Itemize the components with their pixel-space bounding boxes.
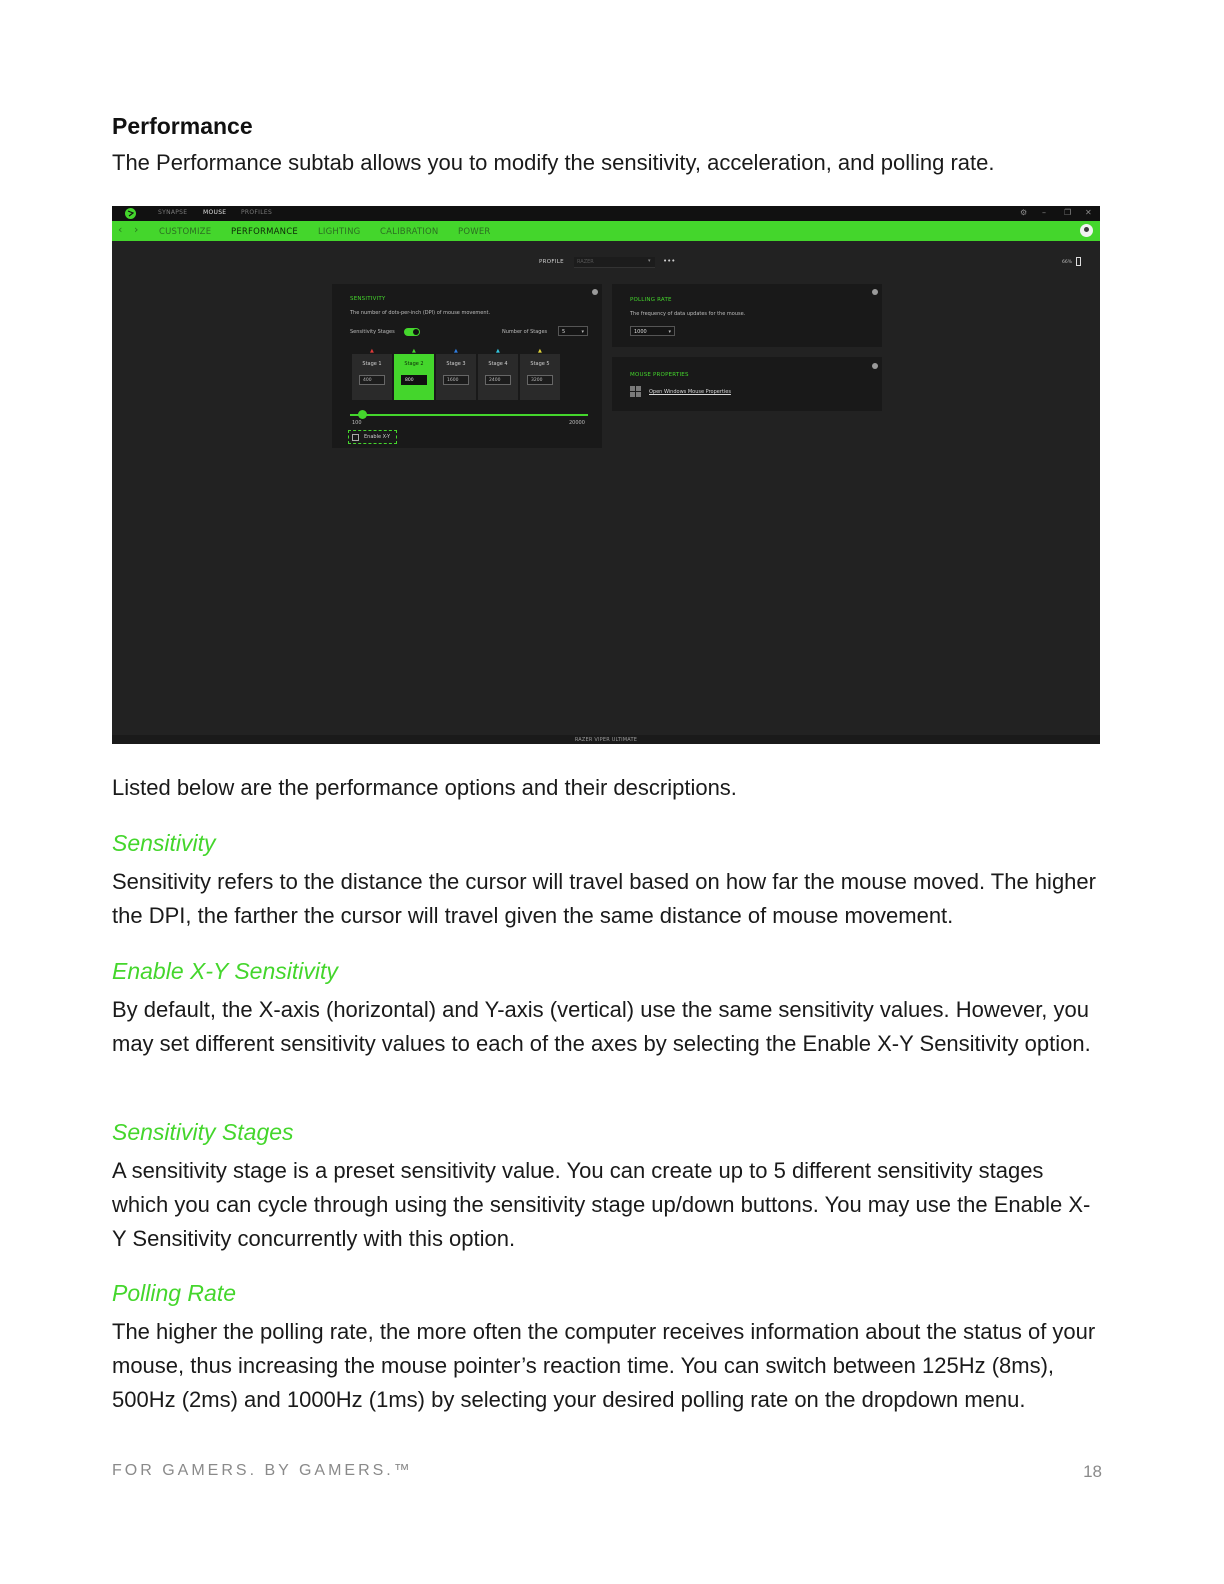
section-title: Performance [112, 113, 253, 139]
stage-label: Stage 2 [404, 361, 424, 367]
sensitivity-stages-toggle[interactable] [404, 328, 420, 336]
stage-label: Stage 5 [530, 361, 550, 367]
stage-5-marker-icon: ▲ [538, 348, 542, 354]
chevron-down-icon: ▾ [648, 258, 651, 264]
stage-label: Stage 4 [488, 361, 508, 367]
polling-rate-title: POLLING RATE [630, 297, 672, 303]
number-of-stages-value: 5 [562, 329, 566, 335]
subtab-bar [112, 221, 1100, 241]
stage-value-input[interactable]: 3200 [527, 375, 553, 385]
open-mouse-properties-link[interactable]: Open Windows Mouse Properties [649, 389, 731, 395]
windows-icon [630, 386, 642, 398]
polling-rate-body: The higher the polling rate, the more often the computer receives information about the status of your mouse, thus increasing the mouse pointer’s reaction time. You can switch between 125Hz (8ms), 500Hz (2ms) and 1000Hz (1ms) by selecting your desired polling rate on the dropdown menu. [112, 1319, 1096, 1412]
nav-mouse[interactable]: MOUSE [203, 209, 227, 216]
enable-xy-body: By default, the X-axis (horizontal) and Y-axis (vertical) use the same sensitivity values. However, you may set different sensitivity values to each of the axes by selecting the Enable X-Y Sensitivity option. [112, 997, 1091, 1056]
page-number: 18 [1083, 1462, 1102, 1481]
polling-rate-select[interactable] [630, 326, 675, 336]
polling-rate-card [612, 284, 882, 347]
nav-synapse[interactable]: SYNAPSE [158, 209, 188, 216]
mouse-properties-title: MOUSE PROPERTIES [630, 372, 689, 378]
device-footer [112, 735, 1100, 744]
settings-icon[interactable]: ⚙ [1020, 208, 1028, 217]
checkbox-icon[interactable] [352, 434, 359, 441]
sensitivity-slider-handle[interactable] [358, 410, 367, 419]
sensitivity-stages-heading: Sensitivity Stages [112, 1119, 294, 1145]
sensitivity-stages-label: Sensitivity Stages [350, 329, 395, 335]
stage-value-input[interactable]: 2400 [485, 375, 511, 385]
close-icon[interactable]: ✕ [1085, 208, 1092, 217]
polling-rate-desc: The frequency of data updates for the mouse. [630, 311, 746, 317]
sensitivity-title: SENSITIVITY [350, 296, 386, 302]
mouse-properties-card [612, 357, 882, 411]
info-icon[interactable] [872, 363, 878, 369]
sensitivity-body: Sensitivity refers to the distance the cursor will travel based on how far the mouse moved. The higher the DPI, the farther the cursor will travel given the same distance of mouse movement. [112, 869, 1096, 928]
tab-customize[interactable]: CUSTOMIZE [159, 227, 212, 237]
sensitivity-desc: The number of dots-per-inch (DPI) of mouse movement. [350, 310, 491, 316]
tab-power[interactable]: POWER [458, 227, 491, 237]
stage-4-marker-icon: ▲ [496, 348, 500, 354]
stage-label: Stage 1 [362, 361, 382, 367]
more-options-button[interactable]: ••• [663, 257, 676, 265]
slider-max-label: 20000 [569, 420, 585, 426]
stage-1-marker-icon: ▲ [370, 348, 374, 354]
stage-value-input[interactable]: 1600 [443, 375, 469, 385]
slider-min-label: 100 [352, 420, 362, 426]
footer-tagline: FOR GAMERS. BY GAMERS.™ [112, 1462, 413, 1479]
stage-value-input[interactable]: 400 [359, 375, 385, 385]
chevron-down-icon: ▾ [668, 329, 671, 335]
maximize-icon[interactable]: ❐ [1064, 208, 1072, 217]
device-name: RAZER VIPER ULTIMATE [574, 737, 638, 743]
stage-label: Stage 3 [446, 361, 466, 367]
chevron-down-icon: ▾ [581, 329, 584, 335]
tab-performance[interactable]: PERFORMANCE [231, 227, 298, 237]
profile-select[interactable]: RAZER [574, 257, 655, 268]
tab-lighting[interactable]: LIGHTING [318, 227, 361, 237]
forward-arrow-icon[interactable]: › [134, 223, 139, 236]
sensitivity-stages-body: A sensitivity stage is a preset sensitivity value. You can create up to 5 different sensitivity stages which you can cycle through using the sensitivity stage up/down buttons. You may use the Enable X-Y Sensitivity concurrently with this option. [112, 1158, 1091, 1251]
stage-5[interactable] [520, 354, 560, 400]
synapse-screenshot [112, 206, 1100, 744]
stage-1[interactable] [352, 354, 392, 400]
stage-4[interactable] [478, 354, 518, 400]
back-arrow-icon[interactable]: ‹ [118, 223, 123, 236]
sensitivity-heading: Sensitivity [112, 830, 216, 856]
stage-value-input[interactable]: 800 [401, 375, 427, 385]
polling-rate-value: 1000 [634, 329, 647, 335]
user-avatar-icon[interactable] [1080, 224, 1093, 237]
sensitivity-slider-track[interactable] [350, 414, 588, 416]
polling-rate-heading: Polling Rate [112, 1280, 237, 1306]
tab-calibration[interactable]: CALIBRATION [380, 227, 439, 237]
profile-label: PROFILE [539, 259, 564, 265]
minimize-icon[interactable]: – [1042, 208, 1046, 217]
title-bar [112, 206, 1100, 221]
enable-xy-checkbox[interactable] [348, 430, 397, 444]
enable-xy-heading: Enable X-Y Sensitivity [112, 958, 338, 984]
info-icon[interactable] [872, 289, 878, 295]
stage-2-marker-icon: ▲ [412, 348, 416, 354]
info-icon[interactable] [592, 289, 598, 295]
battery-level: 66% [1062, 260, 1073, 265]
stage-3[interactable] [436, 354, 476, 400]
stage-3-marker-icon: ▲ [454, 348, 458, 354]
battery-icon [1076, 257, 1081, 266]
number-of-stages-label: Number of Stages [502, 329, 548, 335]
nav-profiles[interactable]: PROFILES [241, 209, 273, 216]
enable-xy-label: Enable X-Y [364, 434, 391, 440]
razer-logo-icon [125, 208, 136, 219]
number-of-stages-select[interactable] [558, 326, 588, 336]
stage-2[interactable] [394, 354, 434, 400]
listed-below-text: Listed below are the performance options and their descriptions. [112, 775, 737, 800]
intro-text: The Performance subtab allows you to modify the sensitivity, acceleration, and polling rate. [112, 150, 995, 175]
